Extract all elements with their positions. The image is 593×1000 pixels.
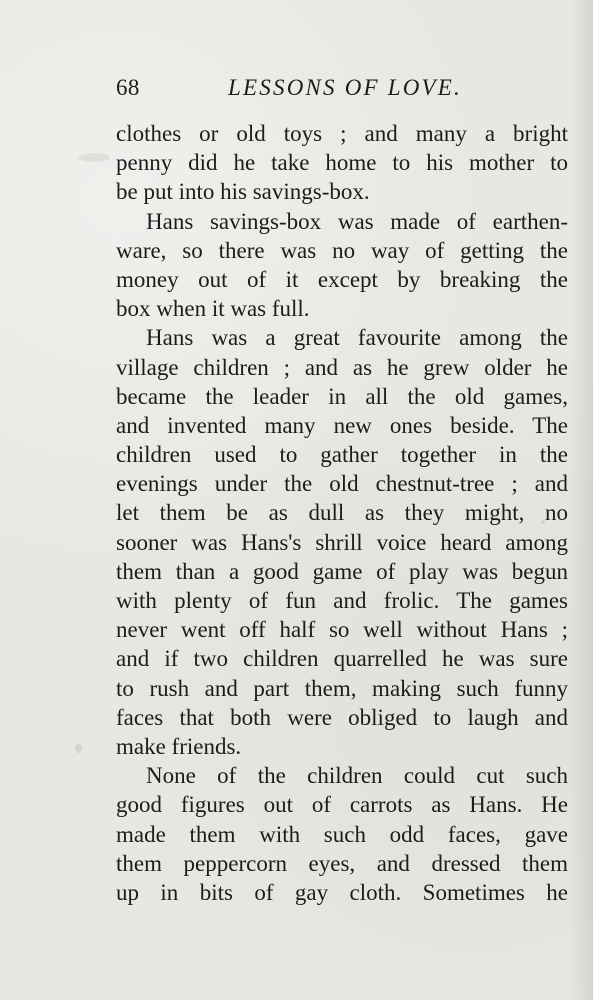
body-text <box>116 119 568 907</box>
page-smudge-mark <box>75 744 82 753</box>
text-line: never went off half so well without Hans ; <box>116 617 568 643</box>
text-line: up in bits of gay cloth. Sometimes he <box>116 879 568 905</box>
text-line: to rush and part them, making such funny <box>116 675 568 701</box>
text-line: them peppercorn eyes, and dressed them <box>116 850 568 876</box>
running-header <box>116 71 484 105</box>
text-line: and invented many new ones beside. The <box>116 412 568 438</box>
text-line: became the leader in all the old games, <box>116 383 568 409</box>
text-line: box when it was full. <box>116 296 310 322</box>
text-line: children used to gather together in the <box>116 442 568 468</box>
text-line: make friends. <box>116 733 242 759</box>
text-line: penny did he take home to his mother to <box>116 150 568 176</box>
text-line: evenings under the old chestnut-tree ; and <box>116 471 568 497</box>
text-line: ware, so there was no way of getting the <box>116 237 568 263</box>
text-line: sooner was Hans's shrill voice heard among <box>116 529 568 555</box>
running-head-title: LESSONS OF LOVE. <box>228 75 462 100</box>
text-line: let them be as dull as they might, no <box>116 500 568 526</box>
text-line: made them with such odd faces, gave <box>116 821 568 847</box>
text-line: clothes or old toys ; and many a bright <box>116 121 568 146</box>
text-line: and if two children quarrelled he was sure <box>116 646 568 672</box>
text-line: None of the children could cut such <box>146 763 568 789</box>
text-line: village children ; and as he grew older he <box>116 354 568 380</box>
text-line: with plenty of fun and frolic. The games <box>116 588 568 613</box>
text-line: money out of it except by breaking the <box>116 266 568 292</box>
text-line: Hans was a great favourite among the <box>146 325 568 351</box>
page-smudge-mark <box>78 153 110 162</box>
text-line: them than a good game of play was begun <box>116 558 568 584</box>
text-line: faces that both were obliged to laugh and <box>116 704 568 730</box>
text-line: good figures out of carrots as Hans. He <box>116 792 568 818</box>
text-line: be put into his savings-box. <box>116 179 370 205</box>
text-line: Hans savings-box was made of earthen- <box>146 208 568 234</box>
page-number: 68 <box>116 75 140 100</box>
page-edge-shadow <box>569 0 593 1000</box>
